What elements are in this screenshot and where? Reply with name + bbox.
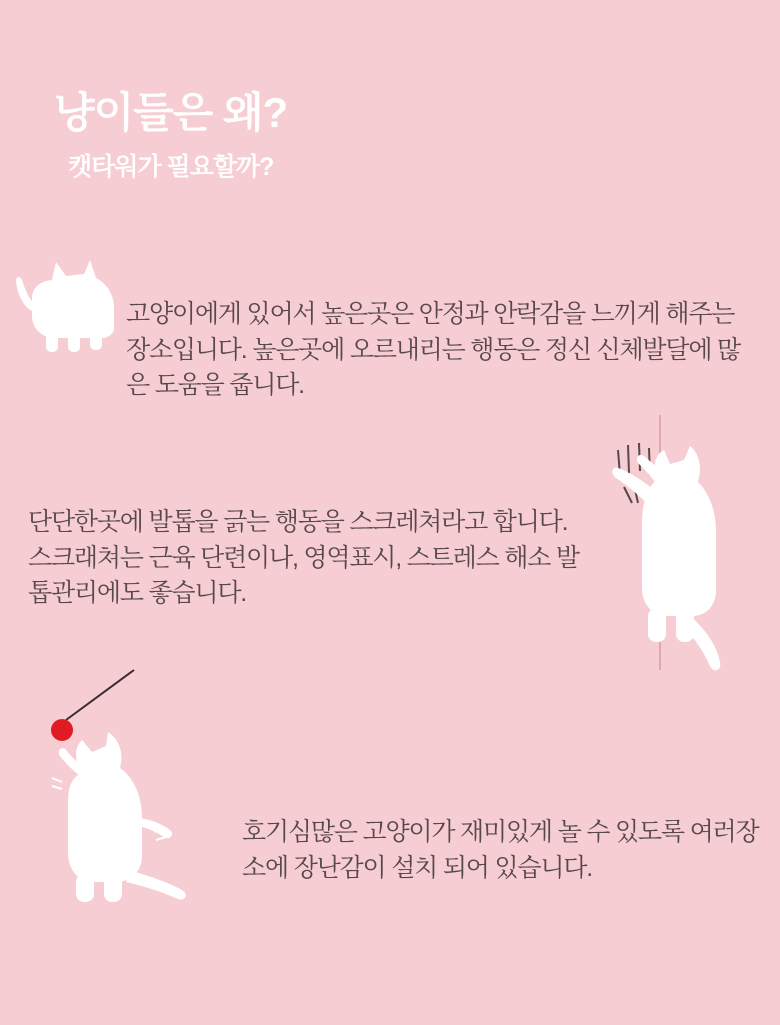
page-title: 냥이들은 왜?: [54, 89, 288, 137]
cat-standing-icon: [10, 250, 130, 360]
section-comfort-text: 고양이에게 있어서 높은곳은 안정과 안락감을 느끼게 해주는 장소입니다. 높은곳에 오르내리는 행동은 정신 신체발달에 많은 도움을 줍니다.: [126, 300, 740, 399]
page-subtitle: 캣타워가 필요할까?: [68, 152, 274, 181]
cat-playing-icon: [30, 660, 230, 910]
scratch-marks-icon: [612, 415, 672, 670]
toy-ball-icon: [51, 719, 73, 741]
section-toys-text: 호기심많은 고양이가 재미있게 놀 수 있도록 여러장소에 장난감이 설치 되어 있습니다.: [242, 818, 759, 882]
section-scratcher-text: 단단한곳에 발톱을 긁는 행동을 스크레쳐라고 합니다.스크래쳐는 근육 단련이나, 영역표시, 스트레스 해소 발톱관리에도 좋습니다.: [28, 508, 579, 607]
